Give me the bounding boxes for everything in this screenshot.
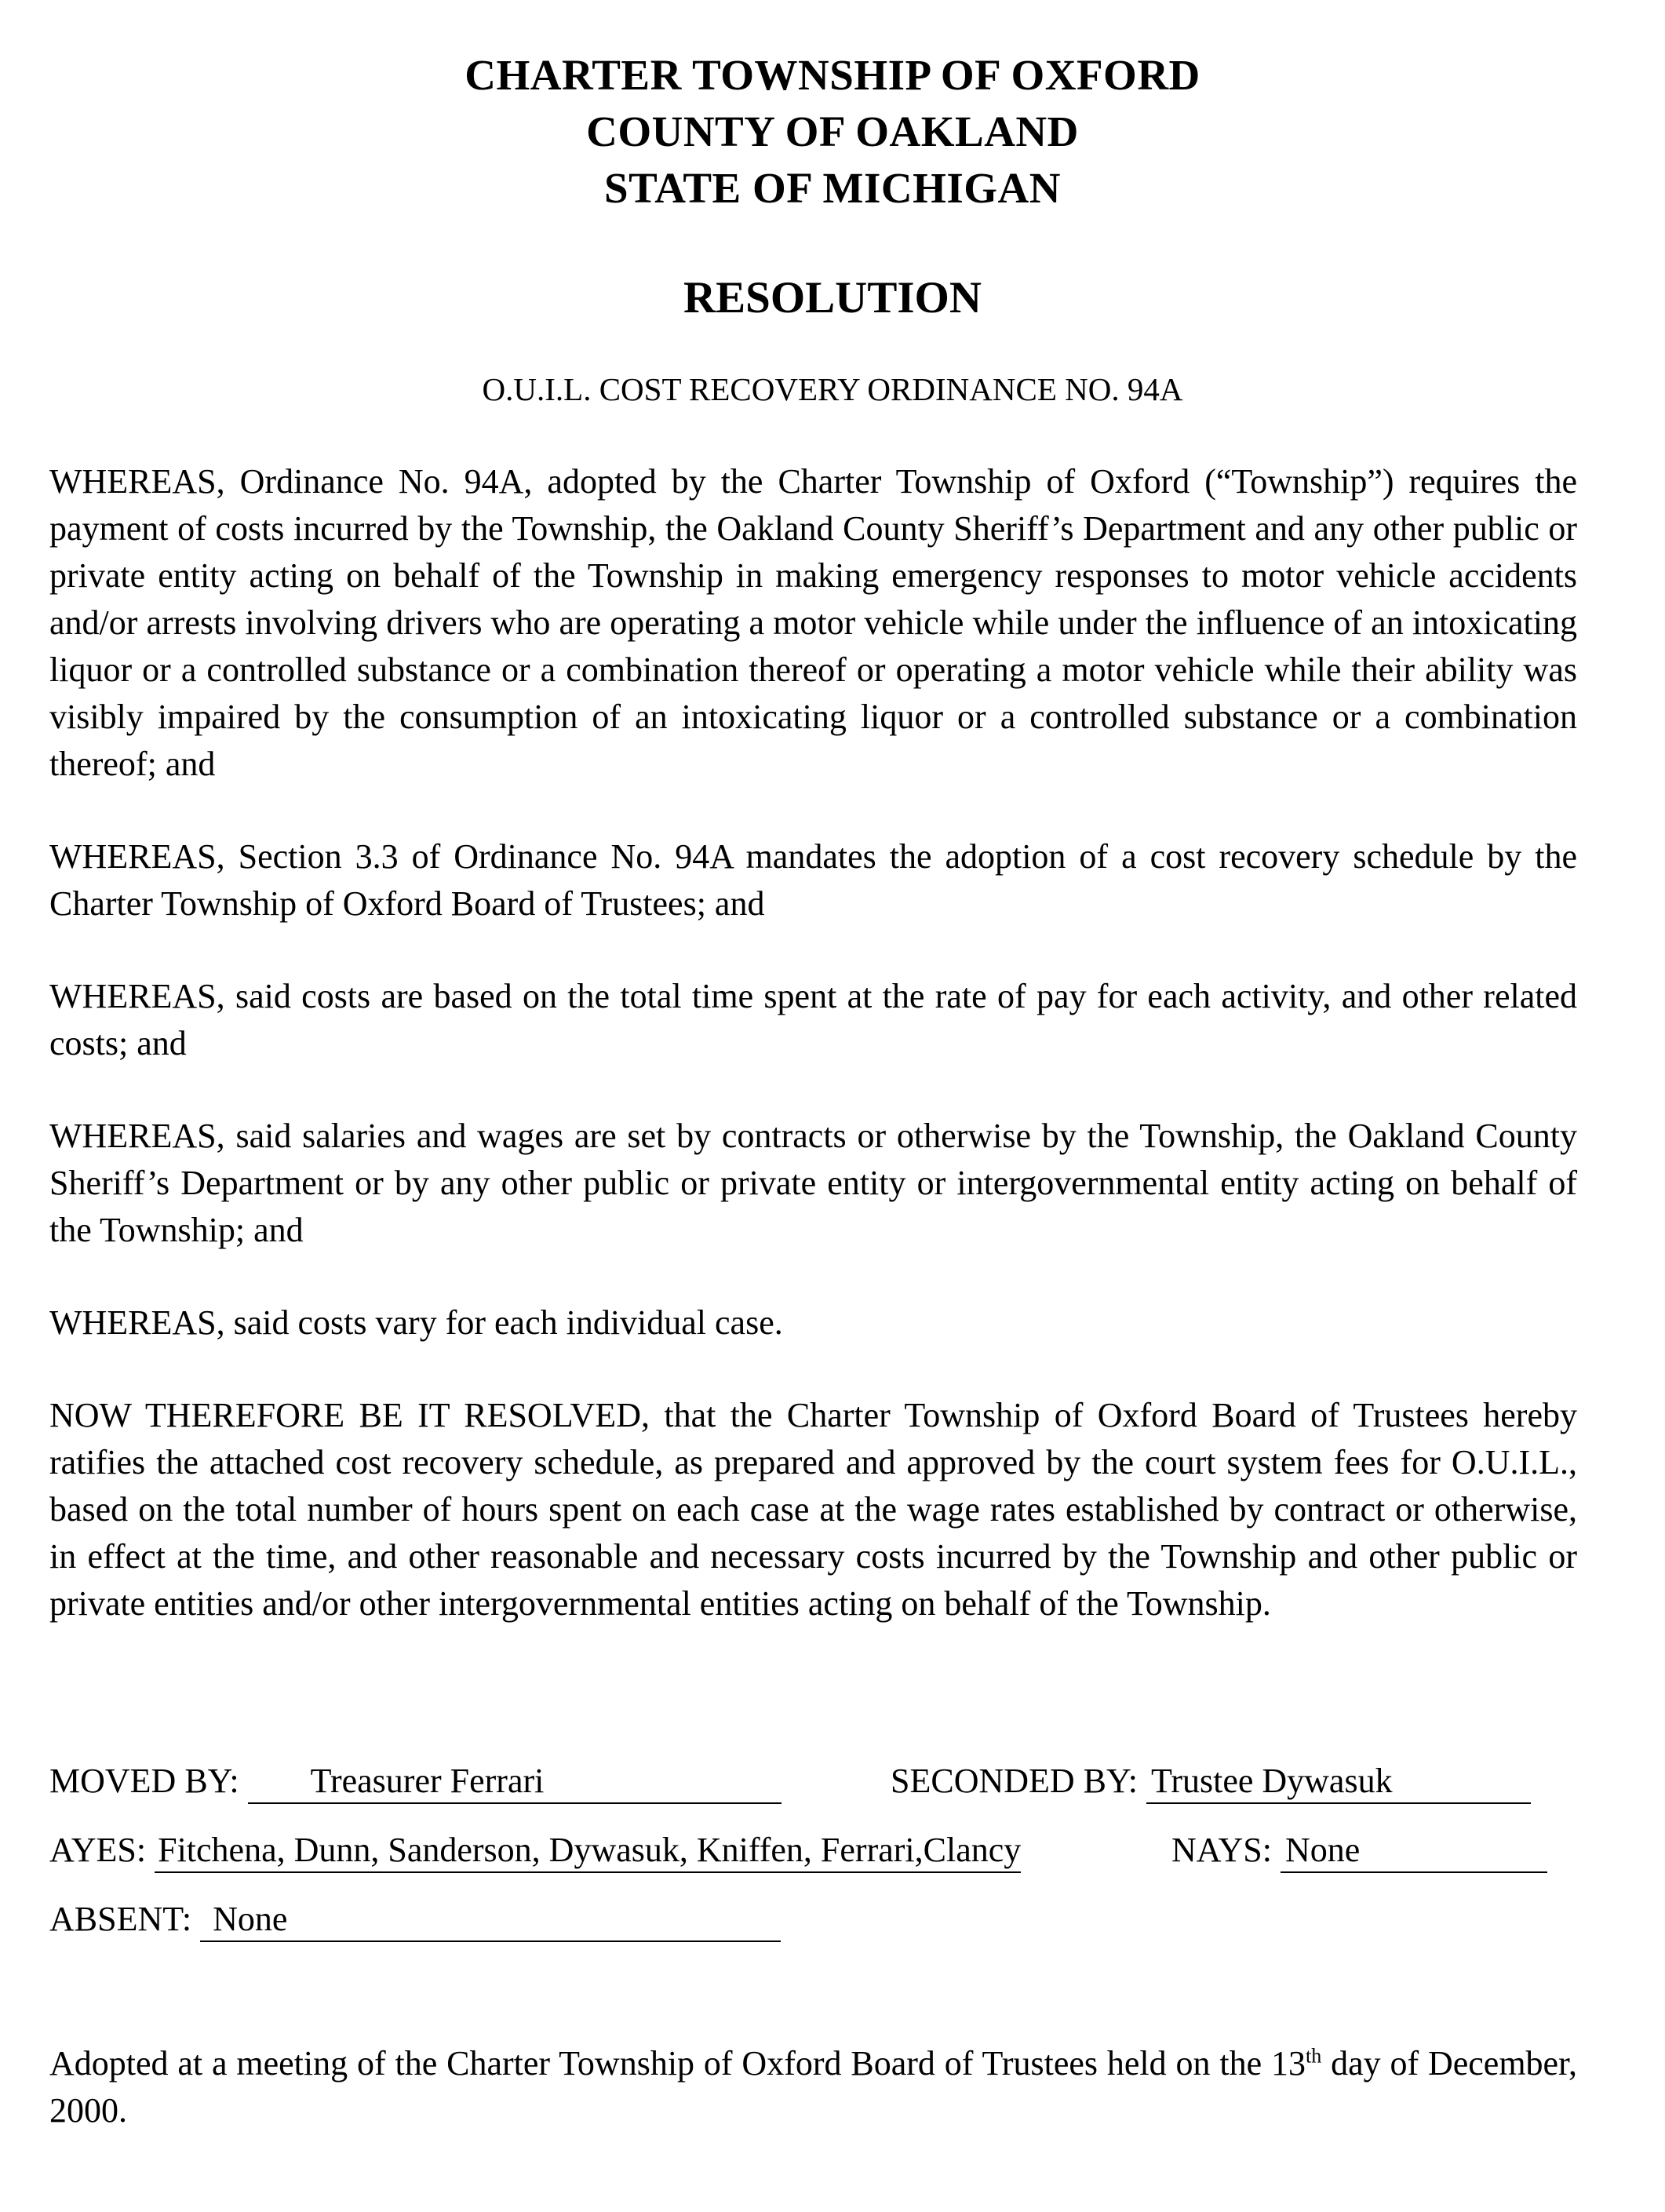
whereas-paragraph-vary: WHEREAS, said costs vary for each individual case. [49,1303,783,1342]
adoption-statement [49,2040,1577,2134]
resolution-body [49,458,1577,1673]
adoption-text-end: day of December, 2000. [49,2044,1577,2130]
absent-group [49,1896,781,1943]
vote-row-ayes-nays [49,1827,1577,1896]
nays-value: None [1281,1829,1547,1873]
vote-row-moved-seconded [49,1758,1577,1827]
adoption-text-start: Adopted at a meeting of the Charter Township of Oxford Board of Trustees held on the 13 [49,2044,1306,2083]
seconded-by-value: Trustee Dywasuk [1146,1760,1531,1804]
document-header [0,47,1665,217]
ayes-value: Fitchena, Dunn, Sanderson, Dywasuk, Kniffen, Ferrari,Clancy [155,1829,1021,1873]
nays-label: NAYS: [1171,1831,1272,1869]
moved-by-group [49,1758,781,1805]
seconded-by-label: SECONDED BY: [891,1762,1138,1800]
adoption-ordinal-suffix: th [1305,2044,1322,2068]
whereas-paragraph-ordinance: WHEREAS, Ordinance No. 94A, adopted by the Charter Township of Oxford (“Township”) requires the payment of costs incurred by the Township, the Oakland County Sheriff’s Department and any other public or private entity acting on behalf of the Township in making emergency responses to motor vehicle accidents and/or arrests involving drivers who are operating a motor vehicle while under the influence of an intoxicating liquor or a controlled substance or a combination thereof or operating a motor vehicle while their ability was visibly impaired by the consumption of an intoxicating liquor or a controlled substance or a combination thereof; and [49,462,1577,783]
resolved-paragraph: NOW THEREFORE BE IT RESOLVED, that the Charter Township of Oxford Board of Trustees hereby ratifies the attached cost recovery schedule, as prepared and approved by the court system fees for O.U.I.L., based on the total number of hours spent on each case at the wage rates established by contract or otherwise, in effect at the time, and other reasonable and necessary costs incurred by the Township and other public or private entities and/or other intergovernmental entities acting on behalf of the Township. [49,1396,1577,1623]
absent-label: ABSENT: [49,1900,192,1938]
header-line-state: STATE OF MICHIGAN [604,164,1061,212]
document-title: RESOLUTION [683,273,982,323]
header-line-county: COUNTY OF OAKLAND [586,108,1079,155]
moved-by-value: Treasurer Ferrari [248,1760,781,1804]
absent-value: None [200,1898,781,1942]
seconded-by-group [891,1758,1531,1805]
document-subtitle: O.U.I.L. COST RECOVERY ORDINANCE NO. 94A [482,371,1183,407]
whereas-paragraph-section: WHEREAS, Section 3.3 of Ordinance No. 94A mandates the adoption of a cost recovery schedule by the Charter Township of Oxford Board of Trustees; and [49,837,1577,923]
nays-group [1171,1827,1547,1874]
vote-row-absent [49,1896,1577,1965]
header-line-township: CHARTER TOWNSHIP OF OXFORD [465,51,1200,99]
whereas-paragraph-salaries: WHEREAS, said salaries and wages are set by contracts or otherwise by the Township, the Oakland County Sheriff’s Department or by any other public or private entity or intergovernmental entity acting on behalf of the Township; and [49,1117,1577,1249]
ayes-label: AYES: [49,1831,147,1869]
whereas-paragraph-costs: WHEREAS, said costs are based on the total time spent at the rate of pay for each activity, and other related costs; and [49,977,1577,1062]
vote-record [49,1758,1577,1965]
ayes-group [49,1827,1021,1874]
moved-by-label: MOVED BY: [49,1762,239,1800]
